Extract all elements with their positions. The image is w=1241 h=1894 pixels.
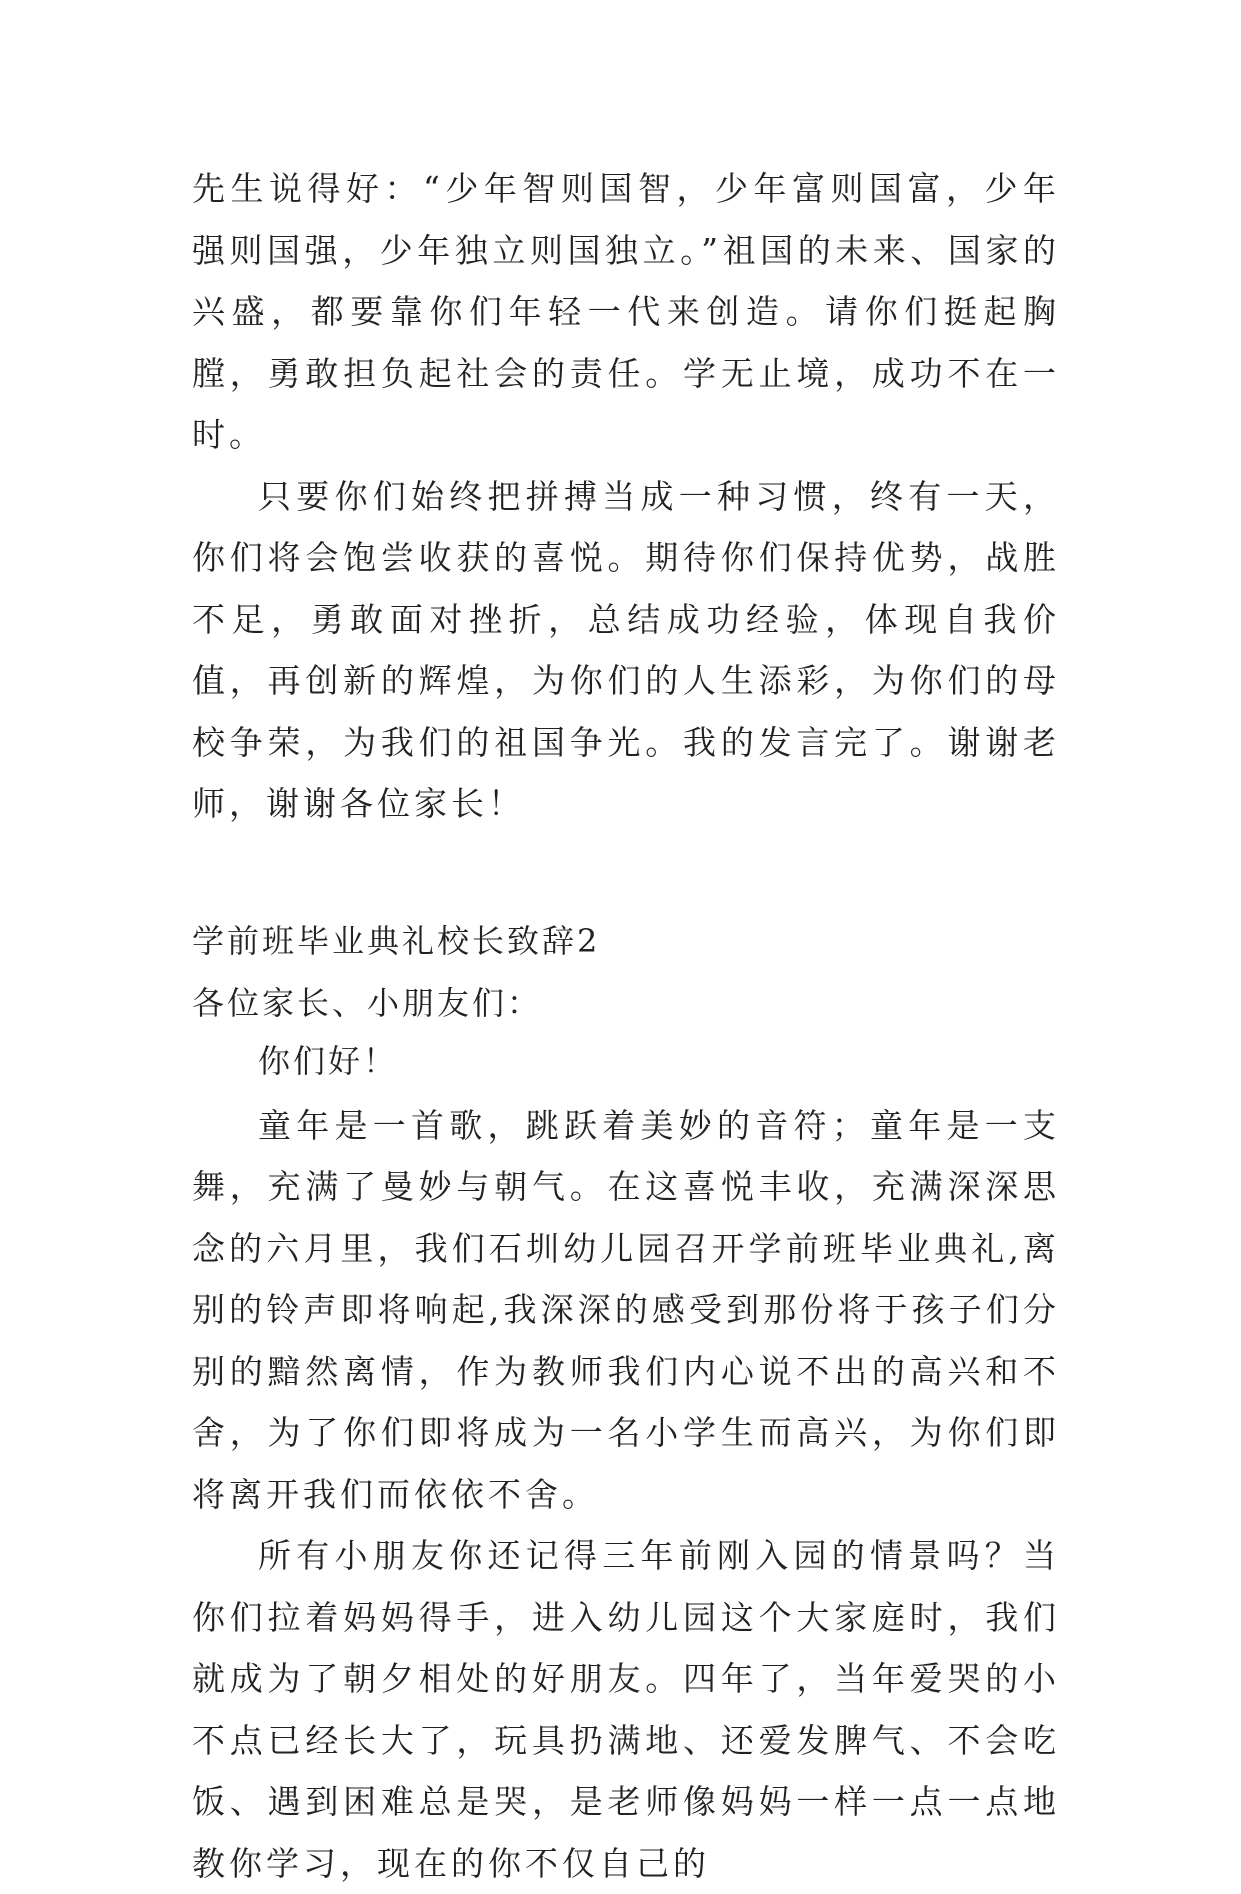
body-paragraph: 先生说得好：“少年智则国智，少年富则国富，少年强则国强，少年独立则国独立。”祖国的未来、国家的兴盛，都要靠你们年轻一代来创造。请你们挺起胸膛，勇敢担负起社会的责任。学无止境，成功不在一时。 (192, 169, 1060, 454)
body-paragraph: 所有小朋友你还记得三年前刚入园的情景吗？当你们拉着妈妈得手，进入幼儿园这个大家庭时，我们就成为了朝夕相处的好朋友。四年了，当年爱哭的小不点已经长大了，玩具扔满地、还爱发脾气、不会吃饭、遇到困难总是哭，是老师像妈妈一样一点一点地教你学习，现在的你不仅自己的 (192, 1536, 1060, 1883)
body-paragraph: 只要你们始终把拼搏当成一种习惯，终有一天，你们将会饱尝收获的喜悦。期待你们保持优势，战胜不足，勇敢面对挫折，总结成功经验，体现自我价值，再创新的辉煌，为你们的人生添彩，为你们的母校争荣，为我们的祖国争光。我的发言完了。谢谢老师，谢谢各位家长！ (192, 476, 1060, 823)
salutation: 各位家长、小朋友们： (192, 983, 543, 1022)
section-title: 学前班毕业典礼校长致辞2 (192, 921, 601, 960)
greeting: 你们好！ (258, 1041, 399, 1080)
document-body (192, 158, 1060, 1894)
body-paragraph: 童年是一首歌，跳跃着美妙的音符；童年是一支舞，充满了曼妙与朝气。在这喜悦丰收，充满深深思念的六月里，我们石圳幼儿园召开学前班毕业典礼,离别的铃声即将响起,我深深的感受到那份将于孩子们分别的黯然离情，作为教师我们内心说不出的高兴和不舍，为了你们即将成为一名小学生而高兴，为你们即将离开我们而依依不舍。 (192, 1105, 1060, 1514)
